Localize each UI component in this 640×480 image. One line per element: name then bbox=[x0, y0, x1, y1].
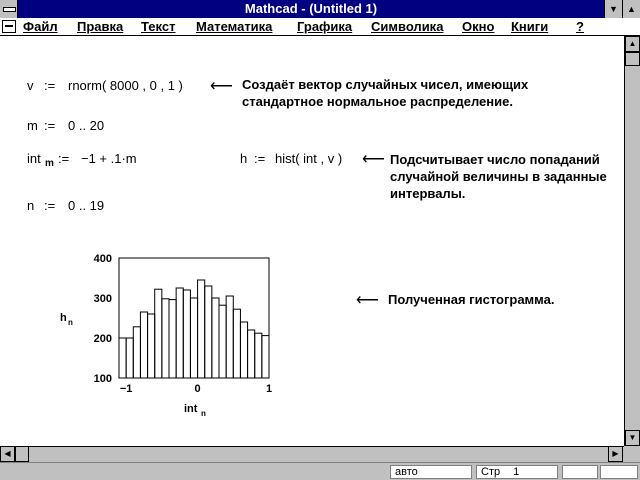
menu-books[interactable]: Книги bbox=[511, 19, 549, 34]
menu-text[interactable]: Текст bbox=[141, 19, 176, 34]
eq-n-lhs[interactable]: n bbox=[27, 198, 35, 213]
x-axis-label: int bbox=[184, 403, 198, 415]
histogram-bar bbox=[219, 305, 226, 378]
arrow-left-icon: ⟵ bbox=[356, 292, 379, 309]
x-tick-label: 0 bbox=[194, 383, 201, 395]
eq-h-lhs[interactable]: h bbox=[240, 151, 248, 166]
document-menu-icon bbox=[5, 25, 13, 27]
histogram-bar bbox=[155, 289, 162, 378]
scroll-up-button[interactable]: ▲ bbox=[625, 36, 640, 52]
comment-rnorm[interactable]: Создаёт вектор случайных чисел, имеющих стандартное нормальное распределение. bbox=[242, 77, 529, 109]
eq-int-assign: := bbox=[58, 151, 70, 166]
y-tick-label: 200 bbox=[93, 333, 112, 345]
eq-m-assign: := bbox=[44, 118, 56, 133]
menu-edit[interactable]: Правка bbox=[77, 19, 124, 34]
status-page-number: 1 bbox=[513, 466, 520, 478]
menu-help[interactable]: ? bbox=[576, 19, 584, 34]
histogram-bar bbox=[226, 296, 233, 378]
histogram-bar bbox=[133, 327, 140, 378]
horizontal-scrollbar[interactable] bbox=[0, 446, 624, 462]
y-axis-subscript: n bbox=[68, 318, 73, 327]
eq-n-assign: := bbox=[44, 198, 56, 213]
x-axis-subscript: n bbox=[201, 409, 206, 418]
histogram-bar bbox=[212, 298, 219, 378]
menu-symbolics[interactable]: Символика bbox=[371, 19, 444, 34]
y-tick-label: 100 bbox=[93, 373, 112, 385]
x-tick-label: 1 bbox=[265, 383, 273, 395]
vertical-scrollbar[interactable] bbox=[624, 36, 640, 446]
histogram-bar bbox=[190, 298, 197, 378]
eq-int-lhs[interactable]: int bbox=[27, 151, 41, 166]
eq-h-assign: := bbox=[254, 151, 266, 166]
eq-v-rhs[interactable]: rnorm( 8000 , 0 , 1 ) bbox=[68, 78, 183, 93]
histogram-bar bbox=[162, 299, 169, 378]
y-tick-label: 300 bbox=[93, 293, 112, 305]
menu-window[interactable]: Окно bbox=[462, 19, 495, 34]
arrow-left-icon: ⟵ bbox=[210, 78, 233, 95]
comment-hist[interactable]: Подсчитывает число попаданий случайной величины в заданные интервалы. bbox=[390, 152, 607, 201]
y-axis-label: h bbox=[60, 312, 67, 324]
horizontal-scroll-thumb[interactable] bbox=[15, 446, 29, 462]
status-mode: авто bbox=[390, 465, 472, 479]
maximize-button[interactable]: ▲ bbox=[622, 0, 640, 18]
histogram-bar bbox=[205, 286, 212, 378]
scroll-right-button[interactable]: ▶ bbox=[608, 446, 623, 462]
histogram-bar bbox=[248, 330, 255, 378]
title-bar bbox=[0, 0, 640, 18]
scroll-corner bbox=[624, 446, 640, 462]
histogram-plot[interactable] bbox=[0, 36, 624, 446]
scroll-left-button[interactable]: ◀ bbox=[0, 446, 15, 462]
eq-h-rhs[interactable]: hist( int , v ) bbox=[275, 151, 343, 166]
scroll-down-button[interactable]: ▼ bbox=[625, 430, 640, 446]
histogram-bar bbox=[198, 280, 205, 378]
worksheet[interactable] bbox=[0, 36, 624, 446]
minimize-button[interactable]: ▼ bbox=[604, 0, 622, 18]
comment-histogram[interactable]: Полученная гистограмма. bbox=[388, 292, 555, 307]
histogram-bar bbox=[169, 300, 176, 378]
histogram-bar bbox=[148, 314, 155, 378]
system-menu-button[interactable] bbox=[0, 0, 18, 18]
plot-frame bbox=[119, 258, 269, 378]
histogram-bar bbox=[262, 336, 269, 378]
eq-m-lhs[interactable]: m bbox=[27, 118, 38, 133]
eq-n-rhs[interactable]: 0 .. 19 bbox=[68, 198, 105, 213]
y-tick-label: 400 bbox=[93, 253, 112, 265]
system-menu-icon bbox=[3, 7, 16, 12]
vertical-scroll-thumb[interactable] bbox=[625, 52, 640, 66]
menu-bar bbox=[0, 18, 640, 36]
histogram-bar bbox=[255, 333, 262, 378]
arrow-left-icon: ⟵ bbox=[362, 151, 385, 168]
menu-graphics[interactable]: Графика bbox=[297, 19, 353, 34]
eq-v-assign: := bbox=[44, 78, 56, 93]
histogram-bar bbox=[183, 290, 190, 378]
x-tick-label: −1 bbox=[119, 383, 133, 395]
status-page-label: Стр bbox=[481, 466, 501, 478]
eq-int-rhs[interactable]: −1 + .1·m bbox=[81, 151, 137, 166]
histogram-bar bbox=[140, 312, 147, 378]
window-title: Mathcad - (Untitled 1) bbox=[244, 1, 378, 16]
eq-v-lhs[interactable]: v bbox=[27, 78, 34, 93]
status-field-2 bbox=[600, 465, 638, 479]
status-field-1 bbox=[562, 465, 598, 479]
histogram-bar bbox=[233, 309, 240, 378]
eq-m-rhs[interactable]: 0 .. 20 bbox=[68, 118, 105, 133]
histogram-bar bbox=[240, 322, 247, 378]
status-page bbox=[476, 465, 558, 479]
histogram-bar-pre bbox=[119, 338, 126, 378]
menu-file[interactable]: Файл bbox=[23, 19, 58, 34]
document-system-menu[interactable] bbox=[2, 20, 16, 33]
eq-int-subscript: m bbox=[45, 158, 54, 169]
menu-math[interactable]: Математика bbox=[196, 19, 273, 34]
status-bar bbox=[0, 462, 640, 480]
histogram-bar bbox=[176, 288, 183, 378]
histogram-bar bbox=[126, 338, 133, 378]
